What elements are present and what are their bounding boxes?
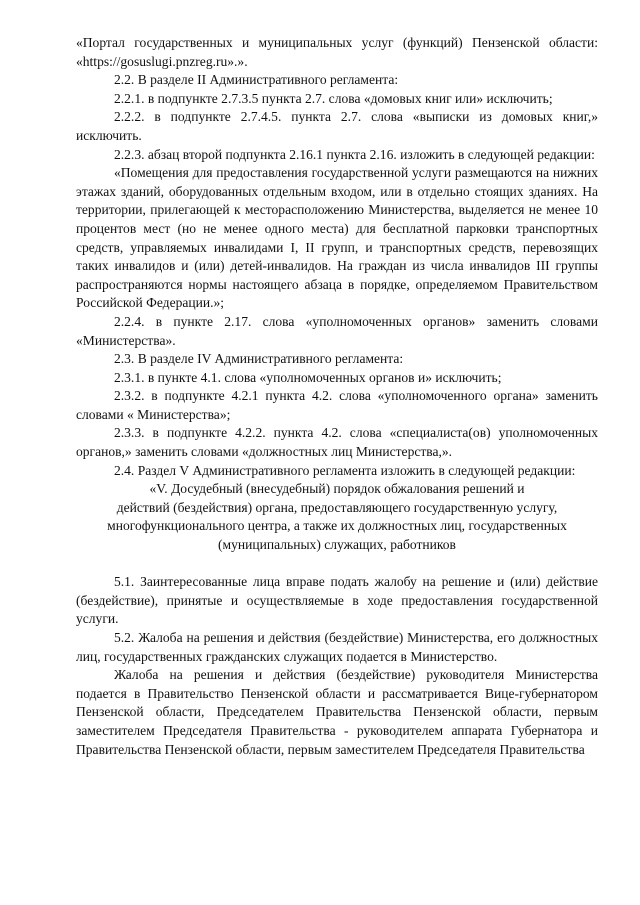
paragraph-2-3-2: 2.3.2. в подпункте 4.2.1 пункта 4.2. слова «уполномоченного органа» заменить словами « Министерства»;	[76, 388, 598, 422]
paragraph-2-2-1: 2.2.1. в подпункте 2.7.3.5 пункта 2.7. слова «домовых книг или» исключить;	[114, 90, 553, 106]
paragraph-2-4: 2.4. Раздел V Административного регламента изложить в следующей редакции:	[114, 462, 576, 478]
paragraph-2-2-4: 2.2.4. в пункте 2.17. слова «уполномоченных органов» заменить словами «Министерства».	[76, 313, 598, 348]
paragraph-2-3-3: 2.3.3. в подпункте 4.2.2. пункта 4.2. слова «специалиста(ов) уполномоченных органов,» заменить словами «должностных лиц Министерства,».	[76, 425, 598, 460]
section-heading-line-2: действий (бездействия) органа, предоставляющего государственную услугу,	[116, 499, 558, 515]
section-heading-line-1: «V. Досудебный (внесудебный) порядок обжалования решений и	[149, 481, 525, 497]
section-heading-line-3: многофункционального центра, а также их должностных лиц, государственных	[107, 518, 567, 534]
blank-line	[76, 555, 598, 574]
section-heading-line-4: (муниципальных) служащих, работников	[218, 537, 456, 553]
paragraph-complaint-head: Жалоба на решения и действия (бездействие) руководителя Министерства подается в Правительство Пензенской области и рассматривается Вице-губернатором Пензенской области, Председателем Правительства Пензенской области, первым заместителем Председателя Правительства - руководителем аппарата Губернатора и Правительства Пензенской области, первым заместителем Председателя Правительства	[76, 667, 598, 757]
paragraph-2-2-2: 2.2.2. в подпункте 2.7.4.5. пункта 2.7. слова «выписки из домовых книг,» исключить.	[76, 109, 598, 143]
paragraph-5-1: 5.1. Заинтересованные лица вправе подать жалобу на решение и (или) действие (бездействие), принятые и осуществляемые в ходе предоставления государственной услуги.	[76, 574, 598, 627]
paragraph-5-2: 5.2. Жалоба на решения и действия (бездействие) Министерства, его должностных лиц, государственных гражданских служащих подается в Министерство.	[76, 630, 598, 664]
paragraph-2-2: 2.2. В разделе II Административного регламента:	[114, 72, 399, 88]
paragraph-portal-name: «Портал государственных и муниципальных услуг (функций) Пензенской области: «https://gosuslugi.pnzreg.ru».».	[76, 35, 598, 69]
paragraph-premises-quote: «Помещения для предоставления государственной услуги размещаются на нижних этажах зданий, оборудованных отдельным входом, или в отдельно стоящих зданиях. На территории, прилегающей к месторасположению Министерства, выделяется не менее 10 процентов мест (но не менее одного места) для бесплатной парковки транспортных средств, управляемых инвалидами I, II групп, и транспортных средств, перевозящих таких инвалидов и (или) детей-инвалидов. На граждан из числа инвалидов III группы распространяются нормы настоящего абзаца в порядке, определяемом Правительством Российской Федерации.»;	[76, 165, 598, 311]
section-heading	[76, 480, 598, 554]
paragraph-2-3-1: 2.3.1. в пункте 4.1. слова «уполномоченных органов и» исключить;	[114, 369, 502, 385]
document-page	[76, 34, 598, 759]
paragraph-2-2-3: 2.2.3. абзац второй подпункта 2.16.1 пункта 2.16. изложить в следующей редакции:	[114, 146, 595, 162]
paragraph-2-3: 2.3. В разделе IV Административного регламента:	[114, 351, 404, 367]
